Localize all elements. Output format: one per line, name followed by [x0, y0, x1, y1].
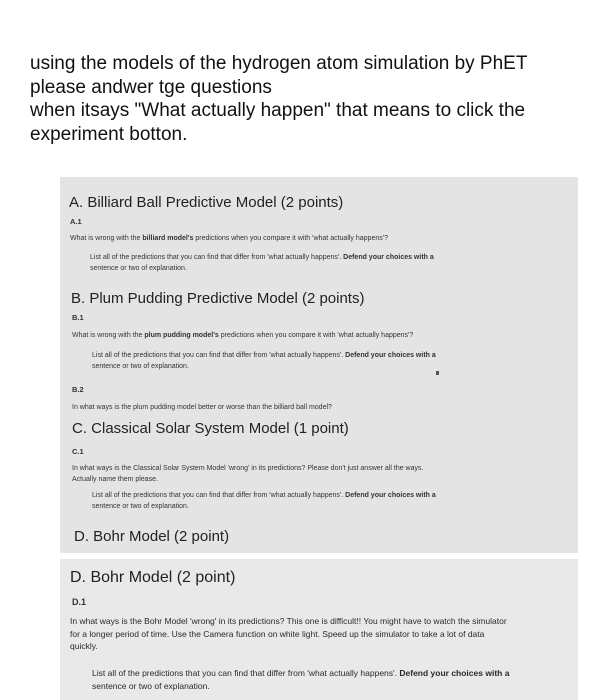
a1-code: A.1 — [70, 217, 82, 226]
question-text — [30, 52, 590, 146]
b1-question: What is wrong with the plum pudding model's predictions when you compare it with 'what actually happens'? — [72, 332, 414, 339]
question-line-2: please andwer tge questions — [30, 76, 272, 98]
d1-code: D.1 — [72, 597, 87, 607]
question-line-4: experiment botton. — [30, 123, 188, 145]
a1-list-instruction: List all of the predictions that you can find that differ from 'what actually happens'. Defend your choices with a sentence or two of explanation. — [90, 254, 434, 272]
section-a-title: A. Billiard Ball Predictive Model (2 points) — [69, 194, 344, 211]
c1-question: In what ways is the Classical Solar System Model 'wrong' in its predictions? Please don't just answer all the ways. Actually name them please. — [72, 465, 424, 483]
worksheet-photo-1 — [60, 177, 578, 553]
d1-question: In what ways is the Bohr Model 'wrong' in its predictions? This one is difficult!! You might have to watch the simulator for a longer period of time. Use the Camera function on white light. Speed up the simulator to take a lot of data quickly. — [70, 616, 507, 651]
b2-code: B.2 — [72, 385, 84, 394]
section-c-title: C. Classical Solar System Model (1 point) — [72, 420, 349, 437]
worksheet-photo-2 — [60, 559, 578, 700]
c1-code: C.1 — [72, 447, 84, 456]
b2-question: In what ways is the plum pudding model better or worse than the billiard ball model? — [72, 404, 332, 411]
b1-list-instruction: List all of the predictions that you can find that differ from 'what actually happens'. Defend your choices with a sentence or two of explanation. — [92, 352, 436, 370]
d1-list-instruction: List all of the predictions that you can find that differ from 'what actually happens'. Defend your choices with a sentence or two of explanation. — [92, 668, 510, 691]
question-line-1: using the models of the hydrogen atom simulation by PhET — [30, 53, 528, 74]
section-d-title-2: D. Bohr Model (2 point) — [70, 569, 236, 586]
section-b-title: B. Plum Pudding Predictive Model (2 points) — [71, 290, 365, 307]
a1-question: What is wrong with the billiard model's predictions when you compare it with 'what actually happens'? — [70, 235, 388, 242]
section-d-title: D. Bohr Model (2 point) — [74, 528, 230, 545]
b1-code: B.1 — [72, 313, 84, 322]
question-line-3: when itsays "What actually happen" that means to click the — [30, 100, 526, 121]
c1-list-instruction: List all of the predictions that you can find that differ from 'what actually happens'. Defend your choices with a sentence or two of explanation. — [92, 492, 436, 510]
cursor-mark — [436, 371, 439, 375]
